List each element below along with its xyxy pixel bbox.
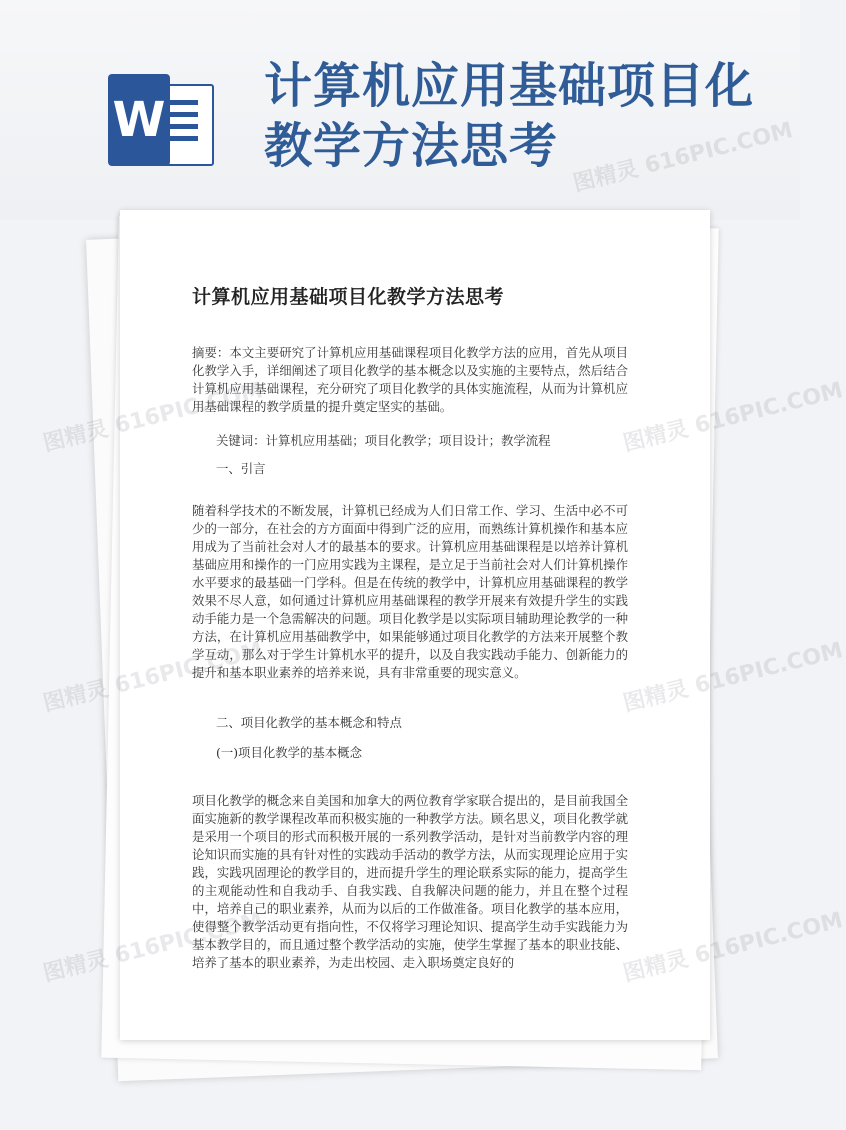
- word-icon-badge: W: [108, 74, 170, 166]
- watermark-text: 图精灵: [40, 416, 111, 457]
- subsection-heading-concept: (一)项目化教学的基本概念: [216, 745, 362, 760]
- section-heading-intro: 一、引言: [216, 461, 266, 476]
- watermark-text: 图精灵: [40, 676, 111, 717]
- document-title: 计算机应用基础项目化教学方法思考: [192, 286, 505, 308]
- watermark-text: 图精灵 616PIC.COM: [620, 908, 846, 987]
- watermark-text: 图精灵: [40, 946, 111, 987]
- document-page: [120, 210, 710, 1040]
- keywords-line: 关键词：计算机应用基础；项目化教学；项目设计；教学流程: [216, 433, 551, 448]
- abstract-paragraph: 摘要：本文主要研究了计算机应用基础课程项目化教学方法的应用，首先从项目化教学入手，详细阐述了项目化教学的基本概念以及实施的主要特点，然后结合计算机应用基础课程，充分研究了项目化教学的具体实施流程，从而为计算机应用基础课程的教学质量的提升奠定坚实的基础。: [192, 345, 628, 414]
- concept-paragraph: 项目化教学的概念来自美国和加拿大的两位教育学家联合提出的，是目前我国全面实施新的教学课程改革而积极实施的一种教学方法。顾名思义，项目化教学就是采用一个项目的形式而积极开展的一系列教学活动，是针对当前教学内容的理论知识而实施的具有针对性的实践动手活动的教学方法，从而实现理论应用于实践，实践巩固理论的教学目的，进而提升学生的理论联系实际的能力，提高学生的主观能动性和自我动手、自我实践、自我解决问题的能力，并且在整个过程中，培养自己的职业素养，从而为以后的工作做准备。项目化教学的基本应用，使得整个教学活动更有指向性，不仅将学习理论知识、提高学生动手实践能力为基本教学目的，而且通过整个教学活动的实施，使学生掌握了基本的职业技能、培养了基本的职业素养，为走出校园、走入职场奠定良好的: [192, 793, 628, 970]
- watermark-text: 图精灵 616PIC.COM: [620, 378, 846, 457]
- cover-title: 计算机应用基础项目化教学方法思考: [264, 58, 755, 174]
- section-heading-concepts: 二、项目化教学的基本概念和特点: [216, 715, 402, 730]
- watermark-text: 图精灵 616PIC.COM: [620, 638, 846, 717]
- word-document-icon: [108, 74, 212, 166]
- intro-paragraph: 随着科学技术的不断发展，计算机已经成为人们日常工作、学习、生活中必不可少的一部分，在社会的方方面面中得到广泛的应用，而熟练计算机操作和基本应用成为了当前社会对人才的最基本的要求。计算机应用基础课程是以培养计算机基础应用和操作的一门应用实践为主课程，是立足于当前社会对人们计算机操作水平要求的最基础一门学科。但是在传统的教学中，计算机应用基础课程的教学效果不尽人意，如何通过计算机应用基础课程的教学开展来有效提升学生的实践动手能力是一个急需解决的问题。项目化教学是以实际项目辅助理论教学的一种方法，在计算机应用基础教学中，如果能够通过项目化教学的方法来开展整个教学互动，那么对于学生计算机水平的提升，以及自我实践动手能力、创新能力的提升和基本职业素养的培养来说，具有非常重要的现实意义。: [192, 503, 628, 680]
